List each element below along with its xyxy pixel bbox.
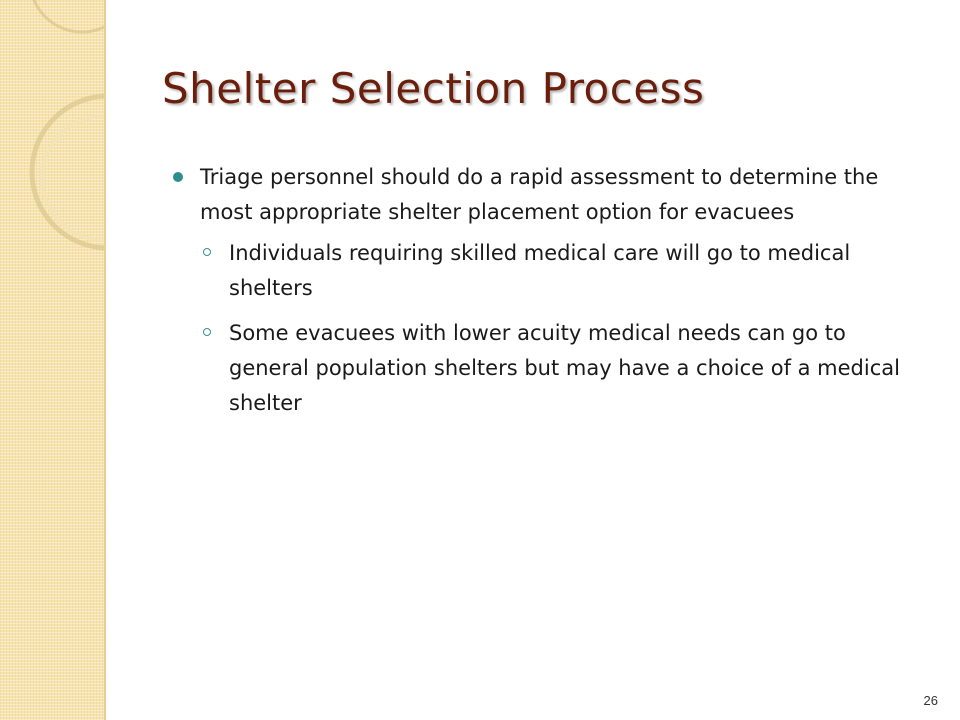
hollow-ring-icon bbox=[203, 248, 211, 256]
filled-circle-icon bbox=[173, 172, 183, 182]
bullet-item bbox=[173, 160, 913, 230]
sub-bullet-text: Some evacuees with lower acuity medical needs can go to general population shelters but may have a choice of a medical shelter bbox=[229, 321, 900, 415]
slide-content bbox=[173, 160, 913, 431]
concentric-arcs-decoration bbox=[0, 0, 104, 720]
hollow-ring-icon bbox=[203, 328, 211, 336]
decorative-sidebar bbox=[0, 0, 104, 720]
slide-title: Shelter Selection Process bbox=[162, 64, 705, 113]
sidebar-divider bbox=[104, 0, 106, 720]
bullet-text: Triage personnel should do a rapid assessment to determine the most appropriate shelter placement option for evacuees bbox=[200, 165, 879, 224]
sub-bullet-text: Individuals requiring skilled medical care will go to medical shelters bbox=[229, 241, 851, 300]
sub-bullet-item bbox=[173, 316, 913, 421]
page-number: 26 bbox=[923, 693, 938, 708]
sub-bullet-item bbox=[173, 236, 913, 306]
